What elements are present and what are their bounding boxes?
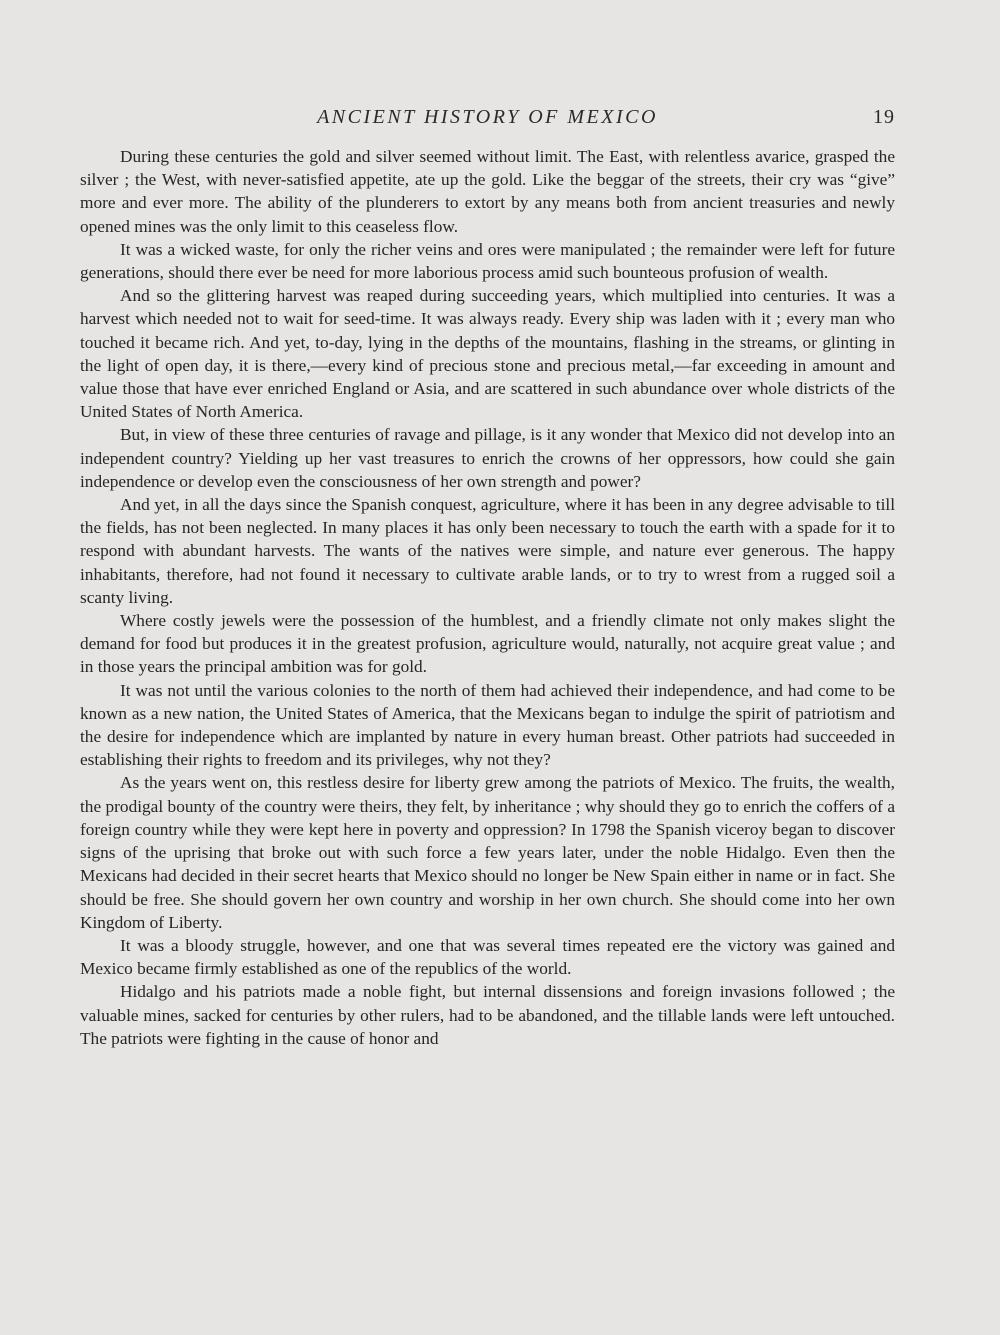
paragraph: And so the glittering harvest was reaped during succeeding years, which multiplied into centuries. It was a harvest which needed not to wait for seed-time. It was always ready. Every ship was laden with it ; every man who touched it became rich. And yet, to-day, lying in the depths of the mountains, flashing in the streams, or glinting in the light of open day, it is there,—every kind of precious stone and precious metal,—far exceeding in amount and value those that have ever enriched England or Asia, and are scattered in such abundance over whole districts of the United States of North America. — [80, 286, 895, 422]
paragraph: It was not until the various colonies to the north of them had achieved their independence, and had come to be known as a new nation, the United States of America, that the Mexicans began to indulge the spirit of patriotism and the desire for independence which are implanted by nature in every human breast. Other patriots had succeeded in establishing their rights to freedom and its privileges, why not they? — [80, 680, 895, 770]
paragraph: It was a wicked waste, for only the richer veins and ores were manipulated ; the remainder were left for future generations, should there ever be need for more laborious process amid such bounteous profusion of wealth. — [80, 239, 895, 283]
running-title: ANCIENT HISTORY OF MEXICO — [317, 106, 658, 128]
paragraph: Where costly jewels were the possession of the humblest, and a friendly climate not only makes slight the demand for food but produces it in the greatest profusion, agriculture would, naturally, not acquire great value ; and in those years the principal ambition was for gold. — [80, 611, 895, 677]
paragraph: But, in view of these three centuries of ravage and pillage, is it any wonder that Mexico did not develop into an independent country? Yielding up her vast treasures to enrich the crowns of her oppressors, how could she gain independence or develop even the consciousness of her own strength and power? — [80, 425, 895, 491]
running-head — [80, 106, 895, 132]
page-number: 19 — [873, 106, 895, 128]
paragraph: And yet, in all the days since the Spanish conquest, agriculture, where it has been in any degree advisable to till the fields, has not been neglected. In many places it has only been necessary to touch the earth with a spade for it to respond with abundant harvests. The wants of the natives were simple, and nature ever generous. The happy inhabitants, therefore, had not found it necessary to cultivate arable lands, or to try to wrest from a rugged soil a scanty living. — [80, 495, 895, 607]
paragraph: Hidalgo and his patriots made a noble fight, but internal dissensions and foreign invasions followed ; the valuable mines, sacked for centuries by other rulers, had to be abandoned, and the tillable lands were left untouched. The patriots were fighting in the cause of honor and — [80, 982, 895, 1048]
paragraph: It was a bloody struggle, however, and one that was several times repeated ere the victory was gained and Mexico became firmly established as one of the republics of the world. — [80, 935, 895, 979]
paragraph: During these centuries the gold and silver seemed without limit. The East, with relentless avarice, grasped the silver ; the West, with never-satisfied appetite, ate up the gold. Like the beggar of the streets, their cry was “give” more and ever more. The ability of the plunderers to extort by any means both from ancient treasuries and newly opened mines was the only limit to this ceaseless flow. — [80, 147, 895, 236]
body-text — [80, 145, 895, 1050]
paragraph: As the years went on, this restless desire for liberty grew among the patriots of Mexico. The fruits, the wealth, the prodigal bounty of the country were theirs, they felt, by inheritance ; why should they go to enrich the coffers of a foreign country while they were kept here in poverty and oppression? In 1798 the Spanish viceroy began to discover signs of the uprising that broke out with such force a few years later, under the noble Hidalgo. Even then the Mexicans had decided in their secret hearts that Mexico should no longer be New Spain either in name or in fact. She should be free. She should govern her own country and worship in her own church. She should come into her own Kingdom of Liberty. — [80, 773, 895, 932]
